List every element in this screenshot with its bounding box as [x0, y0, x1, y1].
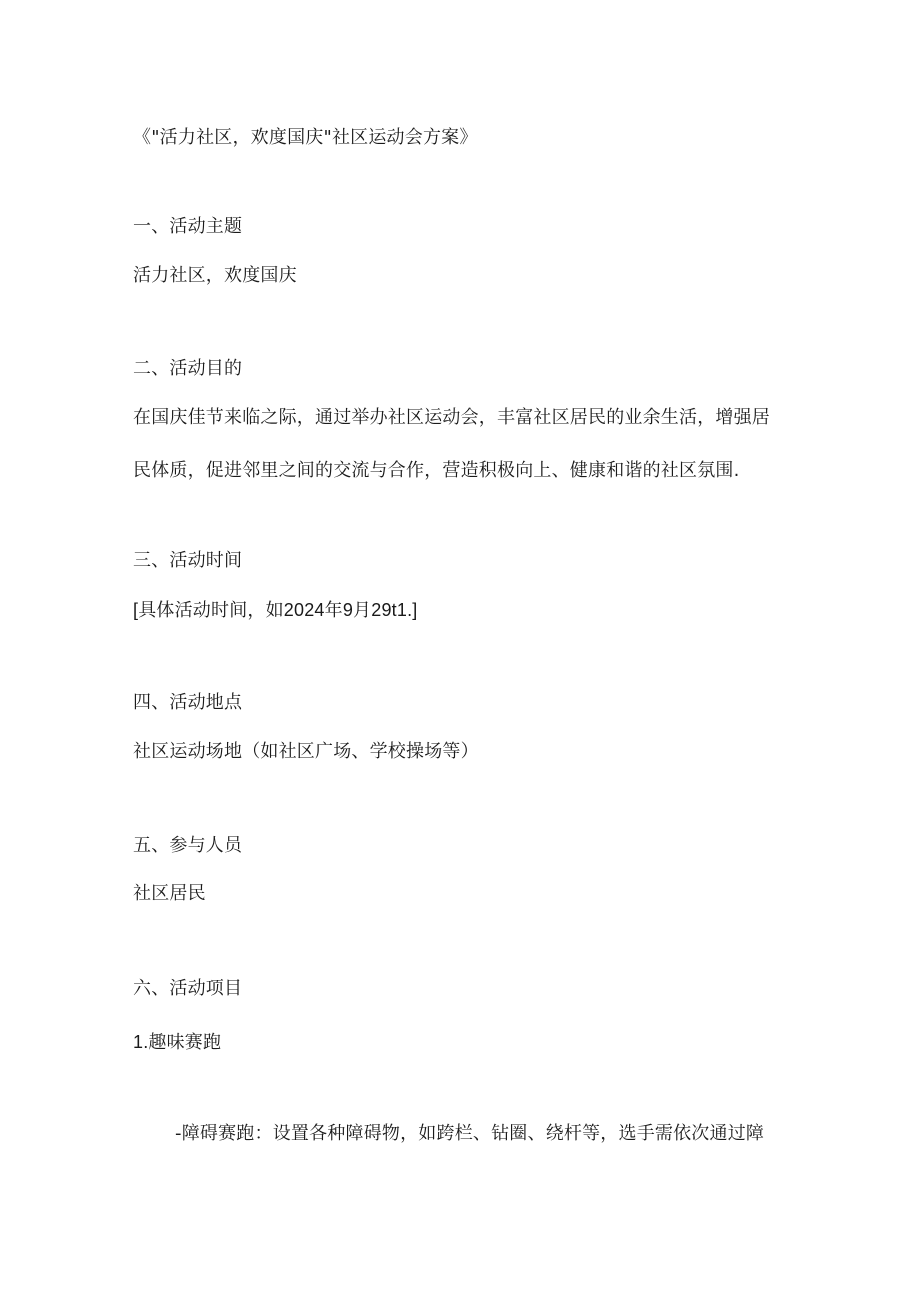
- section-text-purpose-line-1: 在国庆佳节来临之际，通过举办社区运动会，丰富社区居民的业余生活，增强居: [133, 407, 770, 428]
- section-heading-location: 四、活动地点: [133, 692, 243, 713]
- document-title: 《"活力社区，欢度国庆"社区运动会方案》: [133, 127, 478, 148]
- event-item-fun-race: 1.趣味赛跑: [133, 1032, 222, 1052]
- section-text-purpose-line-2: 民体质，促进邻里之间的交流与合作，营造积极向上、健康和谐的社区氛围.: [133, 460, 740, 481]
- section-text-theme: 活力社区，欢度国庆: [133, 265, 297, 286]
- section-heading-events: 六、活动项目: [133, 978, 243, 999]
- section-heading-time: 三、活动时间: [133, 550, 243, 571]
- section-text-participants: 社区居民: [133, 883, 206, 904]
- section-heading-theme: 一、活动主题: [133, 216, 243, 237]
- section-heading-participants: 五、参与人员: [133, 835, 243, 856]
- section-text-location: 社区运动场地（如社区广场、学校操场等）: [133, 741, 479, 762]
- section-heading-purpose: 二、活动目的: [133, 358, 243, 379]
- section-text-time: [具体活动时间，如2024年9月29t1.]: [133, 600, 418, 620]
- event-subitem-obstacle-race: -障碍赛跑：设置各种障碍物，如跨栏、钻圈、绕杆等，选手需依次通过障: [175, 1123, 765, 1144]
